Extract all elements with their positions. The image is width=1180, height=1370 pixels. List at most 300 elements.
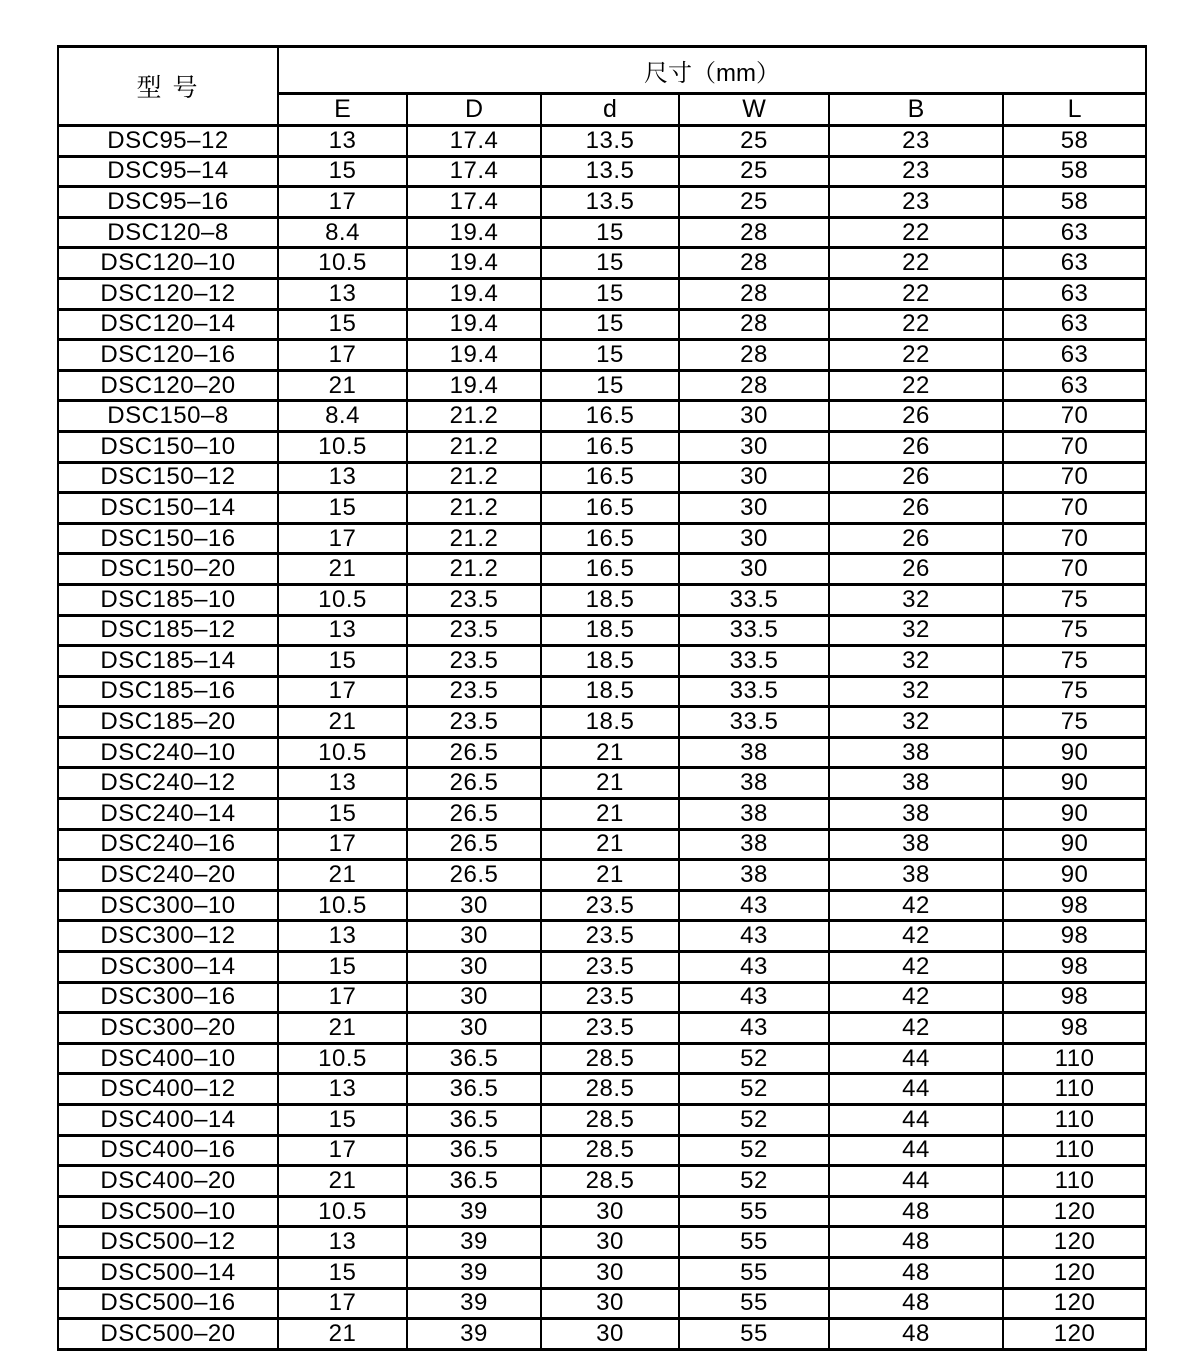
table-row [58,431,1146,462]
value-cell: 28.5 [541,1135,679,1166]
value-cell: 32 [829,676,1003,707]
value-cell: 55 [679,1196,829,1227]
value-cell: 43 [679,1013,829,1044]
value-cell: 22 [829,370,1003,401]
value-cell: 33.5 [679,584,829,615]
value-cell: 15 [278,952,407,983]
value-cell: 15 [278,156,407,187]
value-cell: 15 [278,799,407,830]
value-cell: 13 [278,1227,407,1258]
value-cell: 21.2 [407,431,541,462]
table-row [58,646,1146,677]
value-cell: 13.5 [541,126,679,157]
model-cell: DSC500–14 [58,1257,278,1288]
value-cell: 38 [829,737,1003,768]
value-cell: 23.5 [541,982,679,1013]
table-row [58,1196,1146,1227]
model-cell: DSC500–16 [58,1288,278,1319]
value-cell: 23.5 [407,615,541,646]
value-cell: 48 [829,1227,1003,1258]
value-cell: 26 [829,431,1003,462]
value-cell: 18.5 [541,584,679,615]
value-cell: 21.2 [407,401,541,432]
value-cell: 21.2 [407,493,541,524]
model-cell: DSC185–12 [58,615,278,646]
value-cell: 18.5 [541,676,679,707]
table-row [58,1257,1146,1288]
value-cell: 23.5 [407,676,541,707]
value-cell: 30 [541,1288,679,1319]
table-row [58,1074,1146,1105]
value-cell: 30 [679,523,829,554]
model-cell: DSC150–20 [58,554,278,585]
value-cell: 28.5 [541,1166,679,1197]
table-row [58,217,1146,248]
model-cell: DSC150–16 [58,523,278,554]
model-cell: DSC150–14 [58,493,278,524]
value-cell: 26 [829,462,1003,493]
value-cell: 110 [1003,1105,1146,1136]
value-cell: 32 [829,646,1003,677]
value-cell: 63 [1003,340,1146,371]
value-cell: 17 [278,187,407,218]
value-cell: 15 [278,646,407,677]
value-cell: 38 [679,860,829,891]
value-cell: 10.5 [278,1196,407,1227]
value-cell: 98 [1003,890,1146,921]
value-cell: 21.2 [407,554,541,585]
value-cell: 63 [1003,248,1146,279]
value-cell: 120 [1003,1288,1146,1319]
column-header-w: W [679,94,829,126]
value-cell: 55 [679,1319,829,1350]
table-row [58,676,1146,707]
table-row [58,340,1146,371]
table-row [58,799,1146,830]
value-cell: 22 [829,340,1003,371]
value-cell: 21 [541,737,679,768]
table-row [58,707,1146,738]
value-cell: 17.4 [407,156,541,187]
value-cell: 26 [829,493,1003,524]
value-cell: 17 [278,1135,407,1166]
value-cell: 26.5 [407,768,541,799]
model-cell: DSC240–20 [58,860,278,891]
value-cell: 28 [679,217,829,248]
value-cell: 10.5 [278,890,407,921]
model-cell: DSC120–16 [58,340,278,371]
value-cell: 23.5 [541,921,679,952]
value-cell: 75 [1003,584,1146,615]
model-cell: DSC185–14 [58,646,278,677]
table-row [58,523,1146,554]
value-cell: 70 [1003,554,1146,585]
value-cell: 13 [278,921,407,952]
value-cell: 23 [829,187,1003,218]
value-cell: 43 [679,890,829,921]
value-cell: 39 [407,1257,541,1288]
value-cell: 33.5 [679,676,829,707]
value-cell: 26 [829,401,1003,432]
value-cell: 15 [541,370,679,401]
value-cell: 70 [1003,401,1146,432]
value-cell: 17 [278,982,407,1013]
value-cell: 42 [829,982,1003,1013]
model-cell: DSC95–14 [58,156,278,187]
value-cell: 23.5 [407,584,541,615]
table-row [58,1043,1146,1074]
table-row [58,401,1146,432]
value-cell: 21 [541,829,679,860]
value-cell: 16.5 [541,554,679,585]
column-header-d-lower: d [541,94,679,126]
table-row [58,1135,1146,1166]
value-cell: 13 [278,1074,407,1105]
value-cell: 48 [829,1257,1003,1288]
value-cell: 30 [407,921,541,952]
value-cell: 8.4 [278,401,407,432]
value-cell: 15 [541,340,679,371]
value-cell: 21.2 [407,462,541,493]
value-cell: 30 [541,1227,679,1258]
value-cell: 23.5 [407,707,541,738]
value-cell: 58 [1003,126,1146,157]
value-cell: 22 [829,217,1003,248]
value-cell: 42 [829,1013,1003,1044]
table-row [58,1288,1146,1319]
value-cell: 38 [679,737,829,768]
model-cell: DSC150–10 [58,431,278,462]
value-cell: 28 [679,278,829,309]
value-cell: 25 [679,126,829,157]
table-row [58,829,1146,860]
model-cell: DSC240–12 [58,768,278,799]
spec-table [57,45,1147,1351]
value-cell: 30 [679,462,829,493]
value-cell: 36.5 [407,1105,541,1136]
value-cell: 33.5 [679,646,829,677]
value-cell: 98 [1003,1013,1146,1044]
value-cell: 36.5 [407,1074,541,1105]
value-cell: 32 [829,615,1003,646]
model-cell: DSC95–16 [58,187,278,218]
value-cell: 18.5 [541,707,679,738]
model-cell: DSC120–10 [58,248,278,279]
table-row [58,982,1146,1013]
value-cell: 63 [1003,309,1146,340]
table-row [58,1319,1146,1350]
dimensions-header: 尺寸（mm） [278,47,1146,94]
value-cell: 13.5 [541,156,679,187]
value-cell: 90 [1003,768,1146,799]
value-cell: 17 [278,340,407,371]
value-cell: 33.5 [679,615,829,646]
value-cell: 38 [829,860,1003,891]
value-cell: 52 [679,1074,829,1105]
model-cell: DSC240–14 [58,799,278,830]
model-cell: DSC300–16 [58,982,278,1013]
value-cell: 26.5 [407,737,541,768]
value-cell: 38 [829,799,1003,830]
table-row [58,278,1146,309]
value-cell: 36.5 [407,1135,541,1166]
model-cell: DSC240–10 [58,737,278,768]
value-cell: 110 [1003,1074,1146,1105]
value-cell: 25 [679,156,829,187]
value-cell: 30 [541,1319,679,1350]
value-cell: 26.5 [407,860,541,891]
value-cell: 39 [407,1196,541,1227]
value-cell: 15 [278,1257,407,1288]
value-cell: 70 [1003,493,1146,524]
value-cell: 28.5 [541,1105,679,1136]
value-cell: 120 [1003,1196,1146,1227]
value-cell: 15 [541,248,679,279]
value-cell: 63 [1003,278,1146,309]
value-cell: 21 [278,707,407,738]
value-cell: 28 [679,309,829,340]
table-row [58,1227,1146,1258]
value-cell: 26 [829,554,1003,585]
value-cell: 8.4 [278,217,407,248]
model-cell: DSC400–20 [58,1166,278,1197]
table-row [58,554,1146,585]
value-cell: 15 [541,309,679,340]
model-cell: DSC400–12 [58,1074,278,1105]
table-row [58,768,1146,799]
model-cell: DSC185–16 [58,676,278,707]
value-cell: 10.5 [278,584,407,615]
value-cell: 48 [829,1288,1003,1319]
value-cell: 21 [541,799,679,830]
value-cell: 17.4 [407,187,541,218]
table-row [58,248,1146,279]
value-cell: 13 [278,126,407,157]
value-cell: 10.5 [278,431,407,462]
value-cell: 19.4 [407,248,541,279]
value-cell: 23.5 [541,952,679,983]
value-cell: 98 [1003,982,1146,1013]
value-cell: 70 [1003,431,1146,462]
value-cell: 19.4 [407,340,541,371]
value-cell: 21 [541,768,679,799]
value-cell: 19.4 [407,309,541,340]
value-cell: 28.5 [541,1043,679,1074]
model-cell: DSC300–10 [58,890,278,921]
model-cell: DSC500–10 [58,1196,278,1227]
table-row [58,126,1146,157]
model-cell: DSC120–20 [58,370,278,401]
value-cell: 10.5 [278,1043,407,1074]
table-row [58,309,1146,340]
table-row [58,1105,1146,1136]
table-row [58,952,1146,983]
value-cell: 38 [829,829,1003,860]
table-row [58,890,1146,921]
model-cell: DSC300–12 [58,921,278,952]
table-row [58,156,1146,187]
value-cell: 58 [1003,187,1146,218]
model-cell: DSC120–12 [58,278,278,309]
value-cell: 15 [278,493,407,524]
value-cell: 30 [407,982,541,1013]
value-cell: 48 [829,1319,1003,1350]
value-cell: 44 [829,1074,1003,1105]
table-row [58,615,1146,646]
value-cell: 23.5 [407,646,541,677]
value-cell: 120 [1003,1319,1146,1350]
value-cell: 63 [1003,217,1146,248]
value-cell: 15 [278,309,407,340]
value-cell: 52 [679,1043,829,1074]
value-cell: 90 [1003,860,1146,891]
value-cell: 38 [829,768,1003,799]
value-cell: 42 [829,921,1003,952]
value-cell: 16.5 [541,431,679,462]
value-cell: 90 [1003,737,1146,768]
value-cell: 44 [829,1135,1003,1166]
model-cell: DSC300–14 [58,952,278,983]
value-cell: 15 [278,1105,407,1136]
table-row [58,187,1146,218]
table-row [58,737,1146,768]
value-cell: 21 [278,1166,407,1197]
value-cell: 43 [679,921,829,952]
value-cell: 15 [541,278,679,309]
table-row [58,584,1146,615]
model-cell: DSC120–14 [58,309,278,340]
model-cell: DSC400–14 [58,1105,278,1136]
value-cell: 42 [829,890,1003,921]
header-row-dimensions [58,47,1146,94]
table-row [58,921,1146,952]
value-cell: 120 [1003,1257,1146,1288]
value-cell: 21 [278,1013,407,1044]
value-cell: 15 [541,217,679,248]
value-cell: 16.5 [541,493,679,524]
model-cell: DSC120–8 [58,217,278,248]
table-row [58,860,1146,891]
model-cell: DSC185–20 [58,707,278,738]
model-cell: DSC500–12 [58,1227,278,1258]
model-cell: DSC185–10 [58,584,278,615]
value-cell: 32 [829,707,1003,738]
value-cell: 44 [829,1043,1003,1074]
value-cell: 30 [679,493,829,524]
value-cell: 43 [679,982,829,1013]
value-cell: 23 [829,126,1003,157]
value-cell: 30 [407,952,541,983]
value-cell: 52 [679,1166,829,1197]
value-cell: 21 [278,370,407,401]
value-cell: 90 [1003,829,1146,860]
value-cell: 36.5 [407,1043,541,1074]
value-cell: 39 [407,1227,541,1258]
value-cell: 22 [829,278,1003,309]
table-body [58,126,1146,1350]
value-cell: 39 [407,1288,541,1319]
value-cell: 28 [679,370,829,401]
model-cell: DSC150–8 [58,401,278,432]
column-header-b: B [829,94,1003,126]
value-cell: 75 [1003,615,1146,646]
value-cell: 21 [541,860,679,891]
value-cell: 44 [829,1166,1003,1197]
value-cell: 16.5 [541,462,679,493]
value-cell: 52 [679,1105,829,1136]
value-cell: 52 [679,1135,829,1166]
column-header-l: L [1003,94,1146,126]
value-cell: 17 [278,829,407,860]
value-cell: 18.5 [541,646,679,677]
model-cell: DSC400–16 [58,1135,278,1166]
value-cell: 21 [278,1319,407,1350]
model-cell: DSC150–12 [58,462,278,493]
value-cell: 58 [1003,156,1146,187]
model-cell: DSC240–16 [58,829,278,860]
value-cell: 90 [1003,799,1146,830]
table-row [58,1013,1146,1044]
value-cell: 30 [407,890,541,921]
value-cell: 30 [679,554,829,585]
value-cell: 43 [679,952,829,983]
value-cell: 22 [829,248,1003,279]
value-cell: 30 [407,1013,541,1044]
model-cell: DSC300–20 [58,1013,278,1044]
value-cell: 44 [829,1105,1003,1136]
value-cell: 17 [278,1288,407,1319]
value-cell: 13 [278,615,407,646]
value-cell: 23.5 [541,1013,679,1044]
value-cell: 10.5 [278,248,407,279]
value-cell: 38 [679,768,829,799]
value-cell: 13 [278,462,407,493]
value-cell: 26 [829,523,1003,554]
value-cell: 30 [541,1196,679,1227]
value-cell: 55 [679,1257,829,1288]
value-cell: 21.2 [407,523,541,554]
value-cell: 30 [679,401,829,432]
model-cell: DSC95–12 [58,126,278,157]
value-cell: 110 [1003,1166,1146,1197]
value-cell: 25 [679,187,829,218]
value-cell: 13.5 [541,187,679,218]
value-cell: 110 [1003,1043,1146,1074]
value-cell: 19.4 [407,217,541,248]
model-cell: DSC500–20 [58,1319,278,1350]
value-cell: 28 [679,340,829,371]
table-row [58,1166,1146,1197]
column-header-e: E [278,94,407,126]
value-cell: 28 [679,248,829,279]
value-cell: 55 [679,1288,829,1319]
value-cell: 33.5 [679,707,829,738]
value-cell: 26.5 [407,799,541,830]
value-cell: 28.5 [541,1074,679,1105]
value-cell: 39 [407,1319,541,1350]
table-row [58,462,1146,493]
value-cell: 75 [1003,676,1146,707]
value-cell: 18.5 [541,615,679,646]
value-cell: 75 [1003,707,1146,738]
value-cell: 17 [278,523,407,554]
value-cell: 13 [278,768,407,799]
value-cell: 70 [1003,462,1146,493]
value-cell: 19.4 [407,278,541,309]
value-cell: 17 [278,676,407,707]
value-cell: 70 [1003,523,1146,554]
value-cell: 30 [541,1257,679,1288]
